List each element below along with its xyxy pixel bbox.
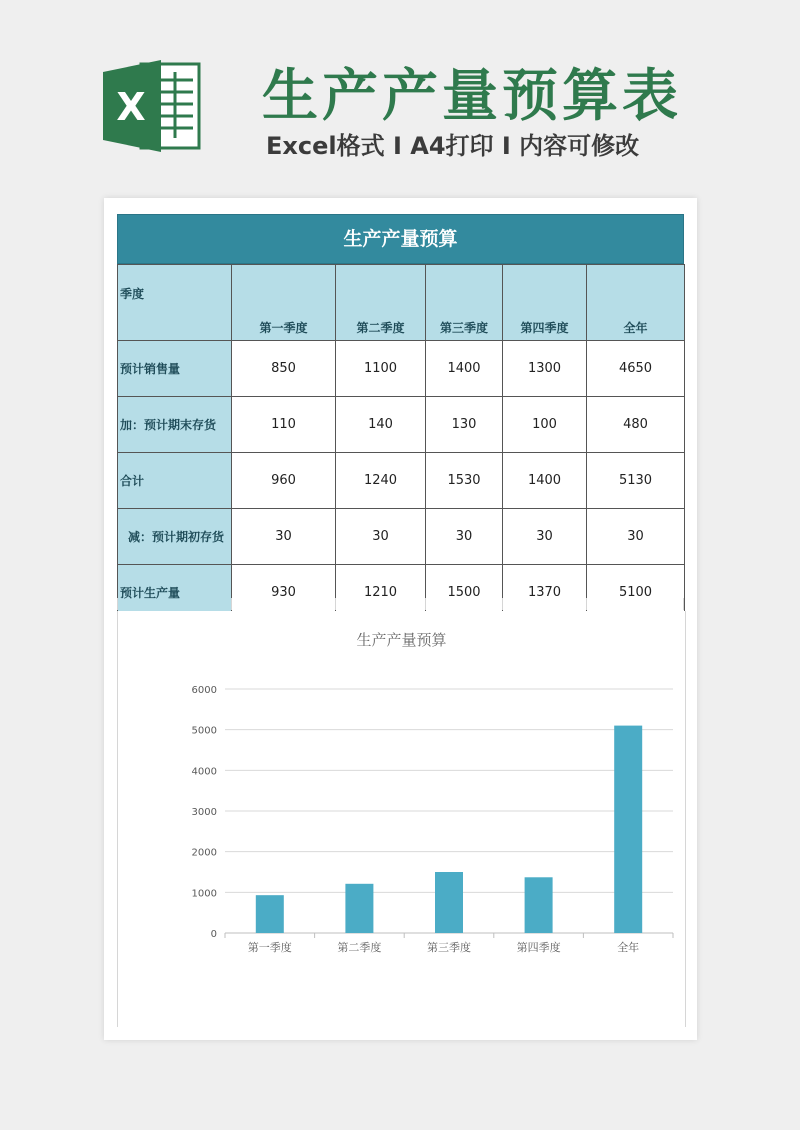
row-label[interactable]: 减：预计期初存货 (118, 509, 232, 565)
y-tick-label: 0 (210, 929, 217, 940)
excel-logo-icon (103, 58, 203, 154)
table-cell[interactable]: 130 (426, 397, 503, 453)
table-cell[interactable]: 110 (232, 397, 336, 453)
header-row (118, 265, 685, 341)
row-label[interactable]: 加：预计期末存货 (118, 397, 232, 453)
y-tick-label: 1000 (191, 888, 217, 900)
table-cell[interactable]: 1530 (426, 453, 503, 509)
table-cell[interactable]: 100 (503, 397, 587, 453)
table-cell[interactable]: 30 (336, 509, 426, 565)
column-header[interactable]: 全年 (587, 265, 685, 341)
table-cell[interactable]: 1240 (336, 453, 426, 509)
x-tick-label: 全年 (617, 941, 640, 954)
table-cell[interactable]: 960 (232, 453, 336, 509)
budget-table (117, 214, 684, 621)
column-header[interactable]: 第二季度 (336, 265, 426, 341)
table-cell[interactable]: 480 (587, 397, 685, 453)
bar (345, 884, 373, 933)
table-cell[interactable]: 30 (232, 509, 336, 565)
x-tick-label: 第三季度 (427, 941, 471, 954)
table-row (118, 397, 685, 453)
y-tick-label: 3000 (191, 807, 217, 818)
empty-grid-row (117, 598, 684, 610)
y-tick-label: 6000 (191, 685, 217, 696)
x-tick-label: 第一季度 (247, 941, 292, 954)
table-cell[interactable]: 1400 (503, 453, 587, 509)
y-tick-label: 5000 (191, 725, 217, 737)
table-cell[interactable]: 5100 (587, 565, 685, 621)
x-tick-label: 第二季度 (337, 941, 382, 954)
table-cell[interactable]: 850 (232, 341, 336, 397)
row-label[interactable]: 预计销售量 (118, 341, 232, 397)
bar (614, 726, 642, 933)
table-cell[interactable]: 1400 (426, 341, 503, 397)
column-header[interactable]: 第一季度 (232, 265, 336, 341)
logo-letter: X (116, 85, 146, 129)
table-cell[interactable]: 140 (336, 397, 426, 453)
x-tick-label: 第四季度 (516, 941, 561, 954)
table-row (118, 453, 685, 509)
chart-title: 生产产量预算 (356, 631, 447, 649)
table-cell[interactable]: 30 (587, 509, 685, 565)
table-cell[interactable]: 30 (503, 509, 587, 565)
column-header[interactable]: 第四季度 (503, 265, 587, 341)
table-cell[interactable]: 1100 (336, 341, 426, 397)
table-cell[interactable]: 5130 (587, 453, 685, 509)
table-cell[interactable]: 4650 (587, 341, 685, 397)
budget-grid (117, 264, 685, 621)
bar (256, 895, 284, 933)
row-label[interactable]: 合计 (118, 453, 232, 509)
y-tick-label: 2000 (191, 847, 217, 859)
y-tick-label: 4000 (191, 766, 217, 778)
table-cell[interactable]: 30 (426, 509, 503, 565)
header-label-cell[interactable]: 季度 (118, 265, 232, 341)
page-title: 生产产量预算表 (262, 64, 682, 129)
column-header[interactable]: 第三季度 (426, 265, 503, 341)
table-cell[interactable]: 1370 (503, 565, 587, 621)
bar (525, 877, 553, 933)
bar-chart (118, 611, 685, 1027)
table-cell[interactable]: 1500 (426, 565, 503, 621)
chart-area[interactable] (117, 611, 686, 1027)
table-cell[interactable]: 1210 (336, 565, 426, 621)
bar (435, 872, 463, 933)
table-cell[interactable]: 930 (232, 565, 336, 621)
table-row (118, 509, 685, 565)
table-title: 生产产量预算 (117, 214, 684, 264)
page-subtitle: Excel格式 I A4打印 I 内容可修改 (266, 132, 640, 160)
table-row (118, 341, 685, 397)
table-cell[interactable]: 1300 (503, 341, 587, 397)
row-label[interactable]: 预计生产量 (118, 565, 232, 621)
